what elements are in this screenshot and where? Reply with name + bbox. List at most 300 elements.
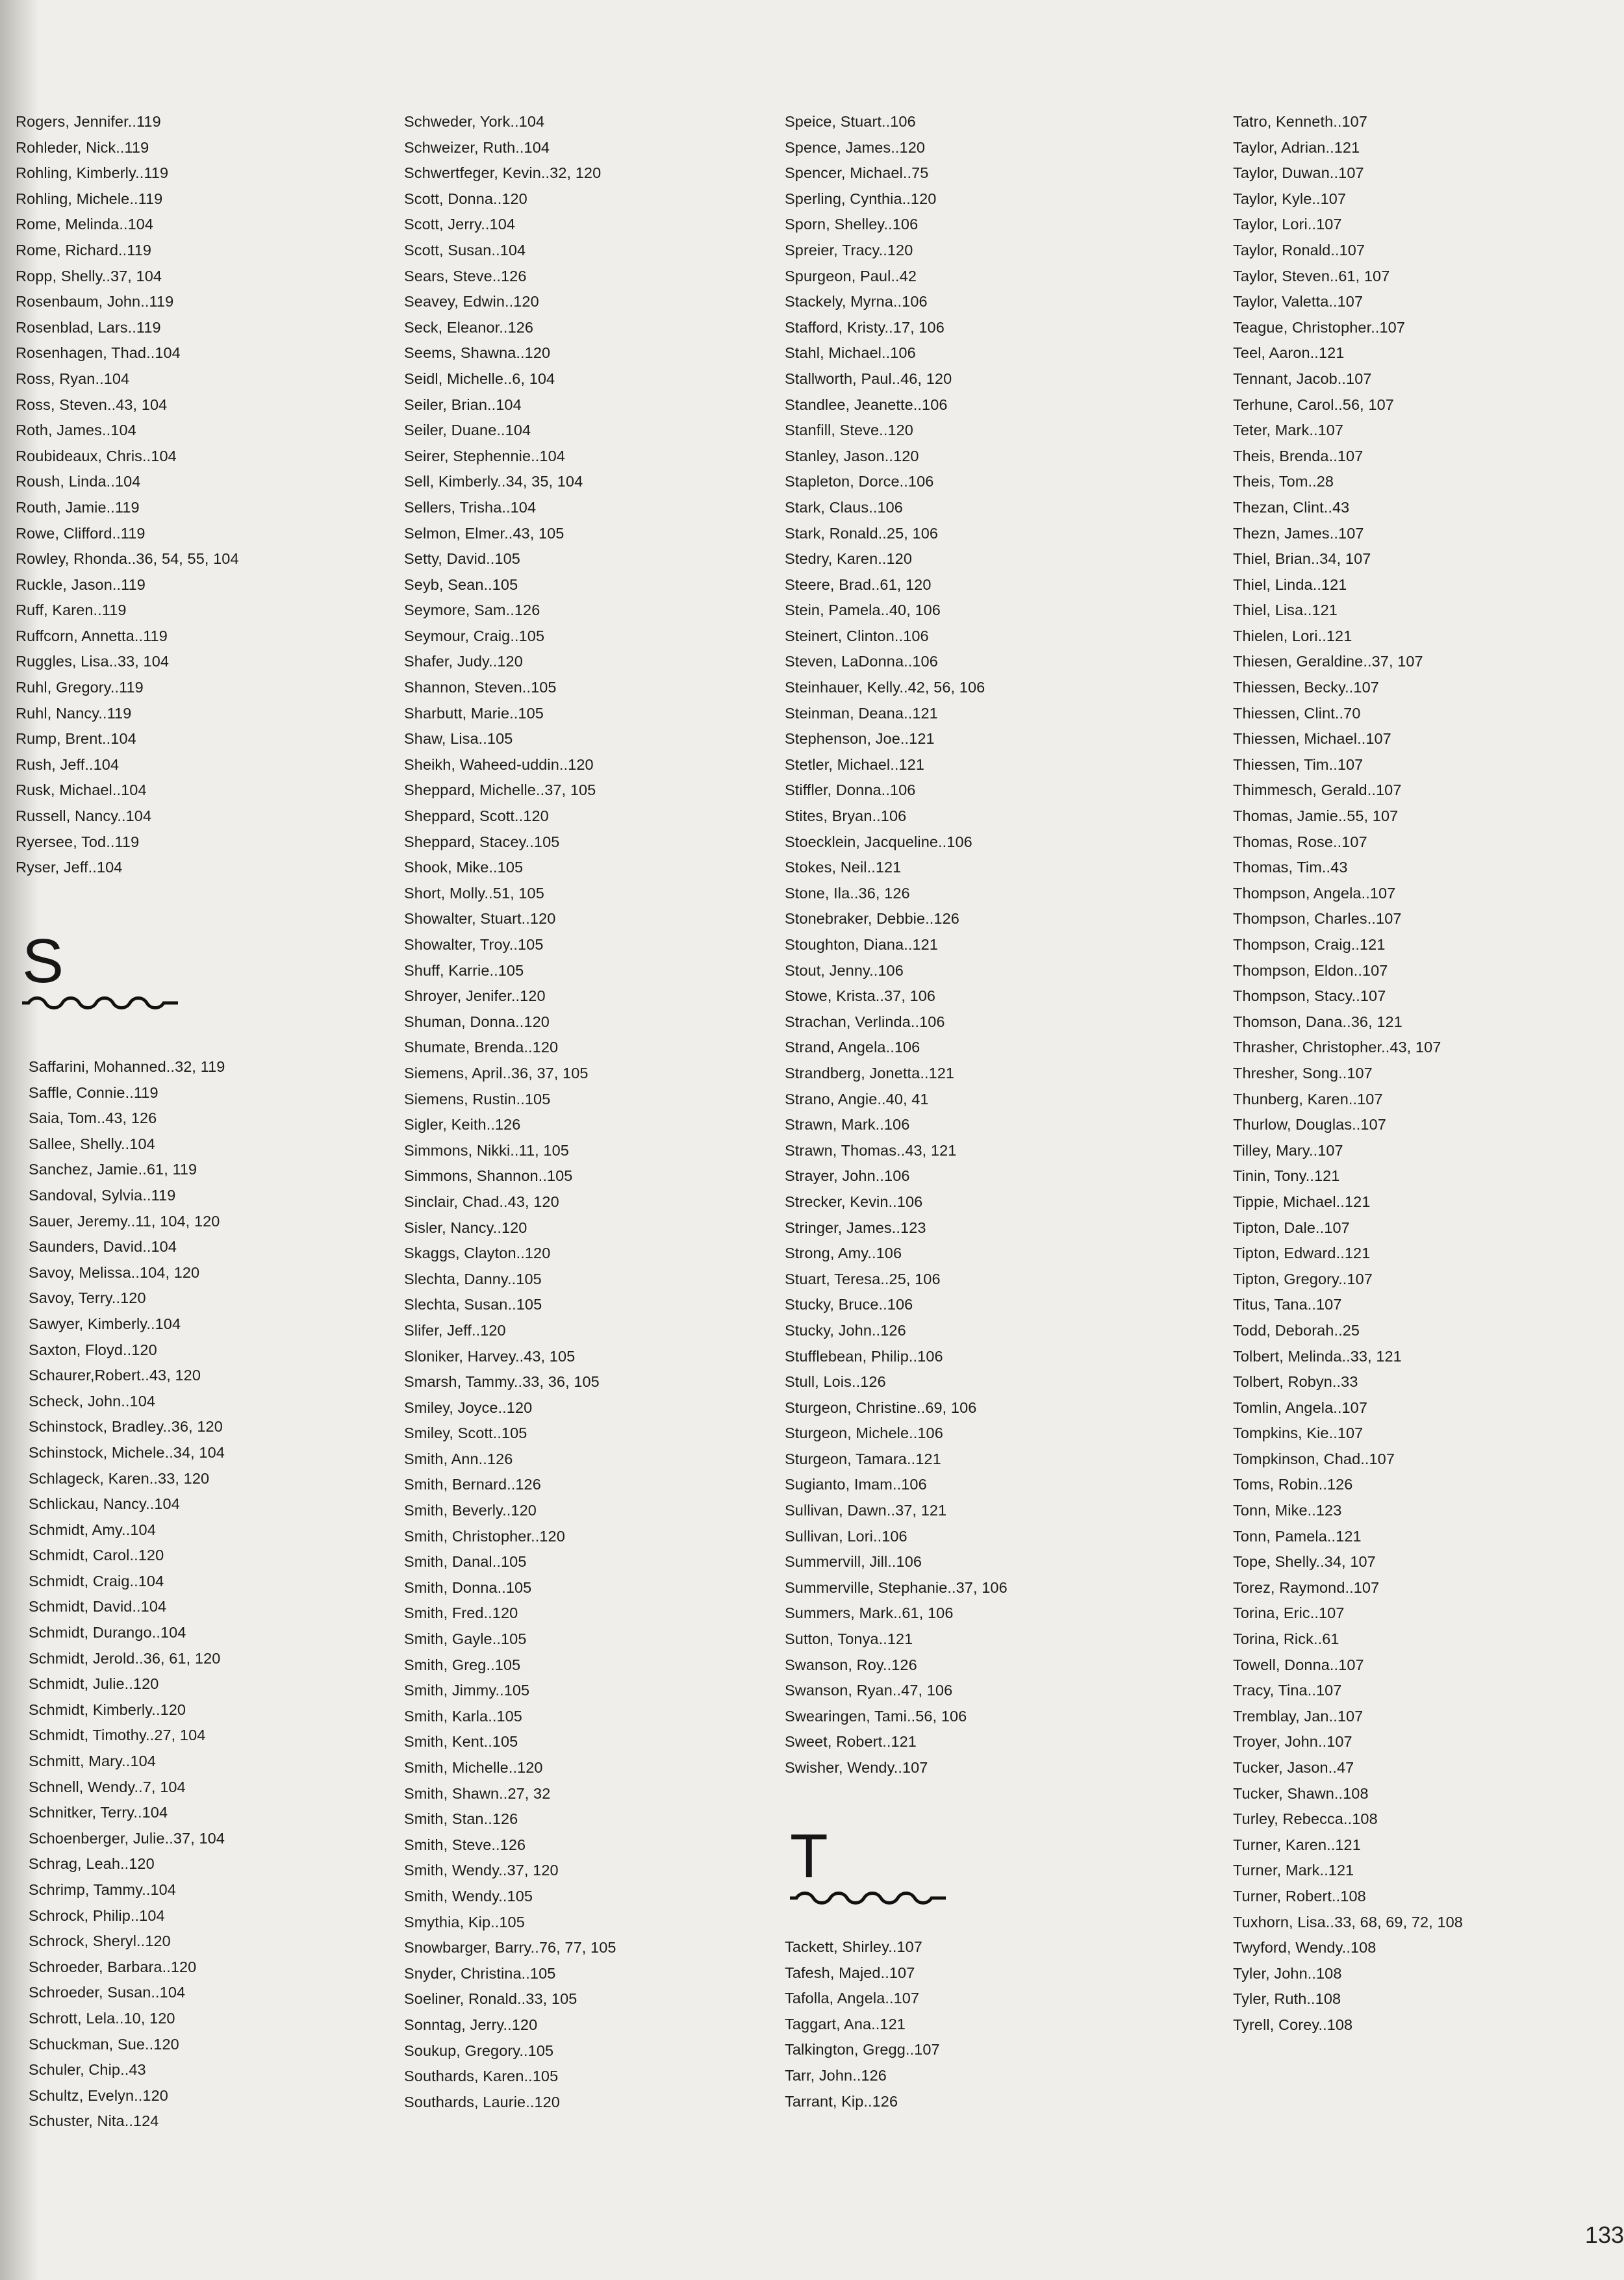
index-entry: Sawyer, Kimberly..104	[29, 1315, 181, 1332]
index-entry: Stackely, Myrna..106	[785, 293, 928, 310]
index-entry: Tippie, Michael..121	[1233, 1193, 1371, 1210]
index-entry: Sears, Steve..126	[404, 267, 527, 285]
index-entry: Sperling, Cynthia..120	[785, 190, 937, 207]
index-entry: Stucky, Bruce..106	[785, 1296, 913, 1313]
index-entry: Thezn, James..107	[1233, 524, 1364, 542]
index-entry: Tolbert, Robyn..33	[1233, 1373, 1358, 1391]
index-entry: Smiley, Scott..105	[404, 1425, 527, 1442]
index-entry: Sigler, Keith..126	[404, 1116, 521, 1134]
index-entry: Swisher, Wendy..107	[785, 1759, 928, 1776]
index-entry: Turner, Robert..108	[1233, 1887, 1366, 1905]
index-entry: Thresher, Song..107	[1233, 1064, 1373, 1082]
index-entry: Smith, Steve..126	[404, 1836, 526, 1853]
index-entry: Smarsh, Tammy..33, 36, 105	[404, 1373, 600, 1391]
index-entry: Thielen, Lori..121	[1233, 627, 1352, 644]
index-entry: Schnell, Wendy..7, 104	[29, 1778, 186, 1795]
index-entry: Shafer, Judy..120	[404, 653, 523, 670]
index-entry: Smith, Christopher..120	[404, 1527, 565, 1545]
index-entry: Smiley, Joyce..120	[404, 1399, 533, 1416]
index-entry: Thiel, Brian..34, 107	[1233, 550, 1371, 568]
index-entry: Siemens, April..36, 37, 105	[404, 1064, 589, 1082]
index-entry: Stephenson, Joe..121	[785, 730, 935, 748]
index-entry: Shuff, Karrie..105	[404, 961, 524, 979]
index-entry: Seavey, Edwin..120	[404, 293, 539, 310]
index-entry: Tipton, Edward..121	[1233, 1245, 1371, 1262]
index-entry: Smith, Fred..120	[404, 1604, 518, 1622]
index-entry: Ross, Steven..43, 104	[16, 396, 168, 413]
index-entry: Stringer, James..123	[785, 1219, 926, 1236]
index-entry: Sweet, Robert..121	[785, 1733, 917, 1751]
index-entry: Roubideaux, Chris..104	[16, 447, 177, 464]
index-entry: Routh, Jamie..119	[16, 498, 140, 516]
index-entry: Simmons, Shannon..105	[404, 1167, 573, 1185]
index-entry: Schroeder, Susan..104	[29, 1984, 186, 2001]
index-entry: Schuckman, Sue..120	[29, 2035, 179, 2053]
index-entry: Smith, Jimmy..105	[404, 1682, 530, 1699]
index-entry: Stanley, Jason..120	[785, 447, 919, 464]
index-entry: Smith, Ann..126	[404, 1450, 513, 1467]
index-entry: Smith, Bernard..126	[404, 1476, 541, 1493]
index-entry: Taylor, Steven..61, 107	[1233, 267, 1390, 285]
index-entry: Schinstock, Bradley..36, 120	[29, 1418, 223, 1436]
index-entry: Thompson, Craig..121	[1233, 936, 1386, 953]
index-entry: Talkington, Gregg..107	[785, 2041, 940, 2058]
index-entry: Theis, Brenda..107	[1233, 447, 1364, 464]
index-entry: Summers, Mark..61, 106	[785, 1604, 954, 1622]
index-entry: Ruggles, Lisa..33, 104	[16, 653, 170, 670]
index-entry: Saunders, David..104	[29, 1238, 177, 1256]
index-entry: Stark, Ronald..25, 106	[785, 524, 939, 542]
index-entry: Thiessen, Tim..107	[1233, 755, 1364, 773]
index-entry: Thiel, Linda..121	[1233, 576, 1347, 593]
index-entry: Taylor, Adrian..121	[1233, 138, 1360, 156]
index-entry: Thompson, Angela..107	[1233, 884, 1396, 902]
index-entry-list	[16, 109, 239, 881]
index-entry: Stoecklein, Jacqueline..106	[785, 833, 972, 850]
page-number: 133	[1584, 2222, 1624, 2248]
index-entry: Snyder, Christina..105	[404, 1964, 556, 1982]
index-entry: Scott, Susan..104	[404, 241, 526, 259]
index-entry: Schmidt, David..104	[29, 1598, 167, 1615]
index-entry: Rohleder, Nick..119	[16, 138, 149, 156]
index-entry: Tarr, John..126	[785, 2066, 887, 2084]
index-entry: Stein, Pamela..40, 106	[785, 602, 941, 619]
index-entry: Ruhl, Nancy..119	[16, 704, 132, 722]
index-entry: Strand, Angela..106	[785, 1039, 920, 1056]
index-entry: Stanfill, Steve..120	[785, 422, 913, 439]
index-entry: Tyler, Ruth..108	[1233, 1990, 1341, 2008]
index-entry: Todd, Deborah..25	[1233, 1321, 1360, 1339]
index-entry: Rosenbaum, John..119	[16, 293, 174, 310]
index-entry: Taggart, Ana..121	[785, 2015, 906, 2033]
index-entry: Steinert, Clinton..106	[785, 627, 929, 644]
index-entry: Slifer, Jeff..120	[404, 1321, 506, 1339]
index-entry: Sturgeon, Tamara..121	[785, 1450, 941, 1467]
index-entry: Tuxhorn, Lisa..33, 68, 69, 72, 108	[1233, 1913, 1463, 1931]
index-entry: Thomson, Dana..36, 121	[1233, 1013, 1402, 1030]
index-entry: Strawn, Thomas..43, 121	[785, 1141, 957, 1159]
index-entry: Skaggs, Clayton..120	[404, 1245, 551, 1262]
index-entry: Turner, Karen..121	[1233, 1836, 1361, 1853]
index-entry: Ross, Ryan..104	[16, 370, 130, 387]
index-entry: Steere, Brad..61, 120	[785, 576, 932, 593]
index-entry: Slechta, Danny..105	[404, 1270, 542, 1287]
index-entry: Russell, Nancy..104	[16, 807, 152, 825]
index-entry: Sloniker, Harvey..43, 105	[404, 1347, 576, 1365]
index-entry: Spence, James..120	[785, 138, 926, 156]
index-entry: Rome, Richard..119	[16, 241, 152, 259]
index-entry: Scott, Jerry..104	[404, 216, 516, 233]
index-entry: Schmidt, Julie..120	[29, 1675, 159, 1693]
index-entry: Spreier, Tracy..120	[785, 241, 913, 259]
index-entry: Schinstock, Michele..34, 104	[29, 1443, 225, 1461]
index-entry: Strawn, Mark..106	[785, 1116, 910, 1134]
index-entry: Summervill, Jill..106	[785, 1553, 922, 1571]
index-entry: Rohling, Kimberly..119	[16, 164, 169, 182]
index-entry: Shannon, Steven..105	[404, 679, 557, 696]
index-entry: Tipton, Gregory..107	[1233, 1270, 1373, 1287]
index-entry: Stallworth, Paul..46, 120	[785, 370, 952, 387]
index-entry: Thiessen, Michael..107	[1233, 730, 1391, 748]
index-entry: Rome, Melinda..104	[16, 216, 154, 233]
index-entry: Steven, LaDonna..106	[785, 653, 938, 670]
index-entry: Tope, Shelly..34, 107	[1233, 1553, 1376, 1571]
index-entry: Thomas, Jamie..55, 107	[1233, 807, 1399, 825]
index-entry: Ryersee, Tod..119	[16, 833, 140, 850]
index-entry: Tonn, Mike..123	[1233, 1502, 1342, 1519]
index-entry: Schuster, Nita..124	[29, 2112, 159, 2130]
index-entry: Tyrell, Corey..108	[1233, 2016, 1353, 2033]
index-entry: Sandoval, Sylvia..119	[29, 1186, 176, 1204]
index-entry: Teter, Mark..107	[1233, 422, 1344, 439]
index-entry: Torina, Rick..61	[1233, 1630, 1339, 1648]
index-entry: Teel, Aaron..121	[1233, 344, 1345, 362]
index-entry: Turner, Mark..121	[1233, 1862, 1354, 1879]
index-entry: Tilley, Mary..107	[1233, 1141, 1343, 1159]
index-entry: Sinclair, Chad..43, 120	[404, 1193, 559, 1210]
index-entry: Schultz, Evelyn..120	[29, 2086, 168, 2104]
index-entry: Thompson, Charles..107	[1233, 910, 1402, 928]
index-entry: Thurlow, Douglas..107	[1233, 1116, 1386, 1134]
index-entry: Tremblay, Jan..107	[1233, 1707, 1364, 1725]
index-entry: Thomas, Rose..107	[1233, 833, 1367, 850]
index-entry: Towell, Donna..107	[1233, 1656, 1364, 1673]
index-entry: Tomlin, Angela..107	[1233, 1399, 1368, 1416]
index-entry: Thompson, Stacy..107	[1233, 987, 1386, 1005]
index-entry: Thiel, Lisa..121	[1233, 602, 1338, 619]
index-entry: Stowe, Krista..37, 106	[785, 987, 936, 1005]
index-entry: Seck, Eleanor..126	[404, 318, 534, 336]
index-entry: Tatro, Kenneth..107	[1233, 113, 1368, 130]
index-entry: Smith, Shawn..27, 32	[404, 1784, 551, 1802]
index-entry: Stetler, Michael..121	[785, 755, 925, 773]
index-entry: Sullivan, Lori..106	[785, 1527, 907, 1545]
index-entry: Stokes, Neil..121	[785, 859, 902, 876]
index-entry: Swanson, Ryan..47, 106	[785, 1682, 953, 1699]
index-entry: Ruhl, Gregory..119	[16, 679, 144, 696]
index-entry: Schmidt, Amy..104	[29, 1521, 156, 1538]
index-entry: Schrott, Lela..10, 120	[29, 2009, 175, 2027]
index-entry: Tafolla, Angela..107	[785, 1990, 920, 2007]
index-entry: Tompkinson, Chad..107	[1233, 1450, 1395, 1467]
index-entry: Soukup, Gregory..105	[404, 2042, 554, 2059]
index-entry: Rowley, Rhonda..36, 54, 55, 104	[16, 550, 239, 568]
index-entry: Schrag, Leah..120	[29, 1855, 155, 1873]
index-entry: Setty, David..105	[404, 550, 520, 568]
index-entry: Strayer, John..106	[785, 1167, 910, 1185]
index-entry: Seymore, Sam..126	[404, 602, 540, 619]
index-entry: Schmidt, Timothy..27, 104	[29, 1727, 206, 1744]
index-entry: Tompkins, Kie..107	[1233, 1425, 1364, 1442]
index-entry: Roth, James..104	[16, 422, 136, 439]
index-entry: Seymour, Craig..105	[404, 627, 545, 644]
index-entry: Teague, Christopher..107	[1233, 318, 1405, 336]
index-entry: Smythia, Kip..105	[404, 1913, 525, 1931]
index-entry: Slechta, Susan..105	[404, 1296, 542, 1313]
index-entry: Ropp, Shelly..37, 104	[16, 267, 162, 285]
index-entry: Sharbutt, Marie..105	[404, 704, 544, 722]
index-entry: Schrock, Philip..104	[29, 1906, 165, 1924]
index-entry: Smith, Wendy..105	[404, 1887, 533, 1905]
index-entry: Stonebraker, Debbie..126	[785, 910, 959, 928]
section-header-s	[22, 926, 178, 1011]
index-entry: Thiesen, Geraldine..37, 107	[1233, 653, 1423, 670]
index-entry: Shaw, Lisa..105	[404, 730, 513, 748]
index-entry: Thiessen, Becky..107	[1233, 679, 1379, 696]
index-entry: Schmidt, Jerold..36, 61, 120	[29, 1649, 221, 1667]
index-entry: Sauer, Jeremy..11, 104, 120	[29, 1212, 220, 1230]
index-entry: Tennant, Jacob..107	[1233, 370, 1372, 387]
index-entry: Twyford, Wendy..108	[1233, 1939, 1377, 1957]
index-entry: Ruff, Karen..119	[16, 602, 127, 619]
index-entry: Sturgeon, Michele..106	[785, 1425, 943, 1442]
index-entry-list	[1233, 109, 1463, 2038]
index-entry: Shumate, Brenda..120	[404, 1039, 559, 1056]
index-entry: Tinin, Tony..121	[1233, 1167, 1340, 1185]
index-entry: Thompson, Eldon..107	[1233, 961, 1388, 979]
index-entry: Rump, Brent..104	[16, 730, 136, 748]
index-entry: Sullivan, Dawn..37, 121	[785, 1502, 947, 1519]
index-entry: Taylor, Lori..107	[1233, 216, 1342, 233]
index-entry: Southards, Karen..105	[404, 2068, 559, 2085]
index-entry: Seidl, Michelle..6, 104	[404, 370, 555, 387]
index-entry: Schweder, York..104	[404, 113, 545, 130]
index-entry: Seems, Shawna..120	[404, 344, 551, 362]
index-entry: Short, Molly..51, 105	[404, 884, 544, 902]
index-entry: Rosenhagen, Thad..104	[16, 344, 181, 362]
index-entry: Sheppard, Michelle..37, 105	[404, 781, 596, 799]
index-entry: Strecker, Kevin..106	[785, 1193, 923, 1210]
section-header-t	[790, 1821, 946, 1906]
index-entry: Sheppard, Scott..120	[404, 807, 549, 825]
index-entry: Rusk, Michael..104	[16, 781, 147, 799]
index-entry: Schmidt, Durango..104	[29, 1624, 186, 1641]
index-entry: Ryser, Jeff..104	[16, 859, 123, 876]
index-entry: Smith, Greg..105	[404, 1656, 521, 1673]
index-entry: Schuler, Chip..43	[29, 2061, 146, 2079]
index-entry: Stapleton, Dorce..106	[785, 473, 934, 490]
index-entry: Showalter, Troy..105	[404, 936, 544, 953]
index-entry: Tyler, John..108	[1233, 1964, 1342, 1982]
squiggle-divider-icon	[22, 995, 178, 1011]
index-entry: Thezan, Clint..43	[1233, 498, 1350, 516]
index-entry: Summerville, Stephanie..37, 106	[785, 1578, 1008, 1596]
index-entry: Thiessen, Clint..70	[1233, 704, 1361, 722]
index-entry: Stone, Ila..36, 126	[785, 884, 910, 902]
index-entry: Sheppard, Stacey..105	[404, 833, 560, 850]
index-entry: Selmon, Elmer..43, 105	[404, 524, 565, 542]
index-entry: Tracy, Tina..107	[1233, 1682, 1342, 1699]
index-entry: Strano, Angie..40, 41	[785, 1090, 929, 1108]
index-entry: Speice, Stuart..106	[785, 113, 916, 130]
index-entry: Stucky, John..126	[785, 1321, 906, 1339]
index-entry: Stull, Lois..126	[785, 1373, 886, 1391]
index-entry: Savoy, Melissa..104, 120	[29, 1263, 200, 1281]
index-entry: Schmidt, Craig..104	[29, 1572, 164, 1590]
index-entry: Sanchez, Jamie..61, 119	[29, 1161, 197, 1178]
index-entry: Schlickau, Nancy..104	[29, 1495, 180, 1513]
index-entry: Sheikh, Waheed-uddin..120	[404, 755, 594, 773]
index-entry: Ruffcorn, Annetta..119	[16, 627, 168, 644]
index-entry: Smith, Stan..126	[404, 1810, 518, 1828]
index-entry: Smith, Danal..105	[404, 1553, 527, 1571]
index-entry: Stout, Jenny..106	[785, 961, 904, 979]
index-entry: Savoy, Terry..120	[29, 1289, 146, 1307]
index-entry: Stiffler, Donna..106	[785, 781, 916, 799]
index-entry: Rohling, Michele..119	[16, 190, 163, 207]
index-entry: Saffarini, Mohanned..32, 119	[29, 1058, 225, 1075]
index-entry: Taylor, Duwan..107	[1233, 164, 1364, 182]
index-entry-list	[404, 109, 616, 2115]
index-entry: Scott, Donna..120	[404, 190, 527, 207]
index-entry: Schrimp, Tammy..104	[29, 1881, 176, 1898]
index-entry: Taylor, Valetta..107	[1233, 293, 1364, 310]
index-entry: Southards, Laurie..120	[404, 2093, 560, 2110]
index-entry: Smith, Karla..105	[404, 1707, 522, 1725]
index-entry: Rush, Jeff..104	[16, 755, 120, 773]
index-entry: Snowbarger, Barry..76, 77, 105	[404, 1939, 616, 1957]
index-entry: Sonntag, Jerry..120	[404, 2016, 538, 2033]
index-entry: Schroeder, Barbara..120	[29, 1958, 197, 1975]
section-letter: T	[790, 1821, 828, 1891]
section-letter: S	[22, 926, 64, 996]
index-entry: Smith, Donna..105	[404, 1578, 532, 1596]
index-entry: Smith, Beverly..120	[404, 1502, 537, 1519]
index-entry: Steinman, Deana..121	[785, 704, 938, 722]
index-entry: Saffle, Connie..119	[29, 1083, 159, 1101]
index-entry: Schnitker, Terry..104	[29, 1804, 168, 1821]
index-entry: Stedry, Karen..120	[785, 550, 913, 568]
index-entry: Schmidt, Carol..120	[29, 1547, 164, 1564]
index-entry: Stuart, Teresa..25, 106	[785, 1270, 941, 1287]
index-entry: Tafesh, Majed..107	[785, 1964, 915, 1981]
index-entry: Titus, Tana..107	[1233, 1296, 1342, 1313]
index-entry: Sisler, Nancy..120	[404, 1219, 527, 1236]
index-entry: Stites, Bryan..106	[785, 807, 907, 825]
index-entry: Sporn, Shelley..106	[785, 216, 919, 233]
index-entry: Spurgeon, Paul..42	[785, 267, 917, 285]
index-entry: Rosenblad, Lars..119	[16, 318, 161, 336]
index-entry: Strandberg, Jonetta..121	[785, 1064, 955, 1082]
index-entry: Rogers, Jennifer..119	[16, 113, 161, 130]
index-entry: Sutton, Tonya..121	[785, 1630, 913, 1648]
index-entry: Turley, Rebecca..108	[1233, 1810, 1378, 1828]
index-entry: Torina, Eric..107	[1233, 1604, 1345, 1622]
index-entry: Schoenberger, Julie..37, 104	[29, 1829, 225, 1847]
index-entry: Spencer, Michael..75	[785, 164, 929, 182]
index-entry: Shroyer, Jenifer..120	[404, 987, 546, 1005]
index-entry: Stahl, Michael..106	[785, 344, 916, 362]
index-entry: Schmidt, Kimberly..120	[29, 1701, 186, 1718]
index-entry: Schwertfeger, Kevin..32, 120	[404, 164, 602, 182]
index-entry: Smith, Michelle..120	[404, 1759, 543, 1776]
index-entry: Schlageck, Karen..33, 120	[29, 1469, 210, 1487]
index-entry: Tipton, Dale..107	[1233, 1219, 1350, 1236]
index-entry: Tolbert, Melinda..33, 121	[1233, 1347, 1402, 1365]
index-entry: Roush, Linda..104	[16, 473, 141, 490]
index-entry: Stark, Claus..106	[785, 498, 903, 516]
index-entry: Seirer, Stephennie..104	[404, 447, 565, 464]
index-entry: Taylor, Ronald..107	[1233, 241, 1365, 259]
index-entry: Tonn, Pamela..121	[1233, 1527, 1362, 1545]
index-entry: Tarrant, Kip..126	[785, 2092, 898, 2110]
index-entry: Showalter, Stuart..120	[404, 910, 556, 928]
index-entry: Seiler, Duane..104	[404, 422, 531, 439]
index-entry: Ruckle, Jason..119	[16, 576, 146, 593]
index-entry: Sell, Kimberly..34, 35, 104	[404, 473, 583, 490]
index-entry: Smith, Kent..105	[404, 1733, 518, 1751]
index-entry: Seyb, Sean..105	[404, 576, 518, 593]
index-entry: Saxton, Floyd..120	[29, 1341, 157, 1358]
index-entry: Stoughton, Diana..121	[785, 936, 938, 953]
index-entry: Steinhauer, Kelly..42, 56, 106	[785, 679, 985, 696]
index-entry: Standlee, Jeanette..106	[785, 396, 948, 413]
index-entry: Shuman, Donna..120	[404, 1013, 550, 1030]
index-entry: Swanson, Roy..126	[785, 1656, 917, 1673]
index-entry: Thimmesch, Gerald..107	[1233, 781, 1402, 799]
index-entry: Tucker, Jason..47	[1233, 1759, 1354, 1776]
index-entry: Thrasher, Christopher..43, 107	[1233, 1039, 1441, 1056]
index-entry: Thunberg, Karen..107	[1233, 1090, 1383, 1108]
index-entry: Terhune, Carol..56, 107	[1233, 396, 1394, 413]
index-entry: Tackett, Shirley..107	[785, 1938, 922, 1955]
index-entry: Sellers, Trisha..104	[404, 498, 537, 516]
index-entry: Troyer, John..107	[1233, 1733, 1352, 1751]
squiggle-divider-icon	[790, 1890, 946, 1906]
index-entry: Swearingen, Tami..56, 106	[785, 1707, 967, 1725]
index-entry: Sturgeon, Christine..69, 106	[785, 1399, 977, 1416]
index-entry: Rowe, Clifford..119	[16, 524, 146, 542]
index-entry: Taylor, Kyle..107	[1233, 190, 1347, 207]
index-entry: Scheck, John..104	[29, 1392, 156, 1410]
index-entry: Schweizer, Ruth..104	[404, 138, 550, 156]
index-entry: Torez, Raymond..107	[1233, 1578, 1380, 1596]
index-entry: Smith, Gayle..105	[404, 1630, 527, 1648]
index-entry: Thomas, Tim..43	[1233, 859, 1348, 876]
index-entry: Stufflebean, Philip..106	[785, 1347, 943, 1365]
index-entry: Shook, Mike..105	[404, 859, 524, 876]
index-entry: Toms, Robin..126	[1233, 1476, 1353, 1493]
index-entry: Simmons, Nikki..11, 105	[404, 1141, 569, 1159]
index-entry: Schrock, Sheryl..120	[29, 1932, 171, 1950]
index-entry-list	[29, 1054, 225, 2134]
index-entry: Sallee, Shelly..104	[29, 1135, 155, 1152]
index-entry: Seiler, Brian..104	[404, 396, 522, 413]
index-entry: Siemens, Rustin..105	[404, 1090, 551, 1108]
index-entry: Smith, Wendy..37, 120	[404, 1862, 559, 1879]
index-entry: Strong, Amy..106	[785, 1245, 902, 1262]
index-entry: Schmitt, Mary..104	[29, 1753, 156, 1770]
